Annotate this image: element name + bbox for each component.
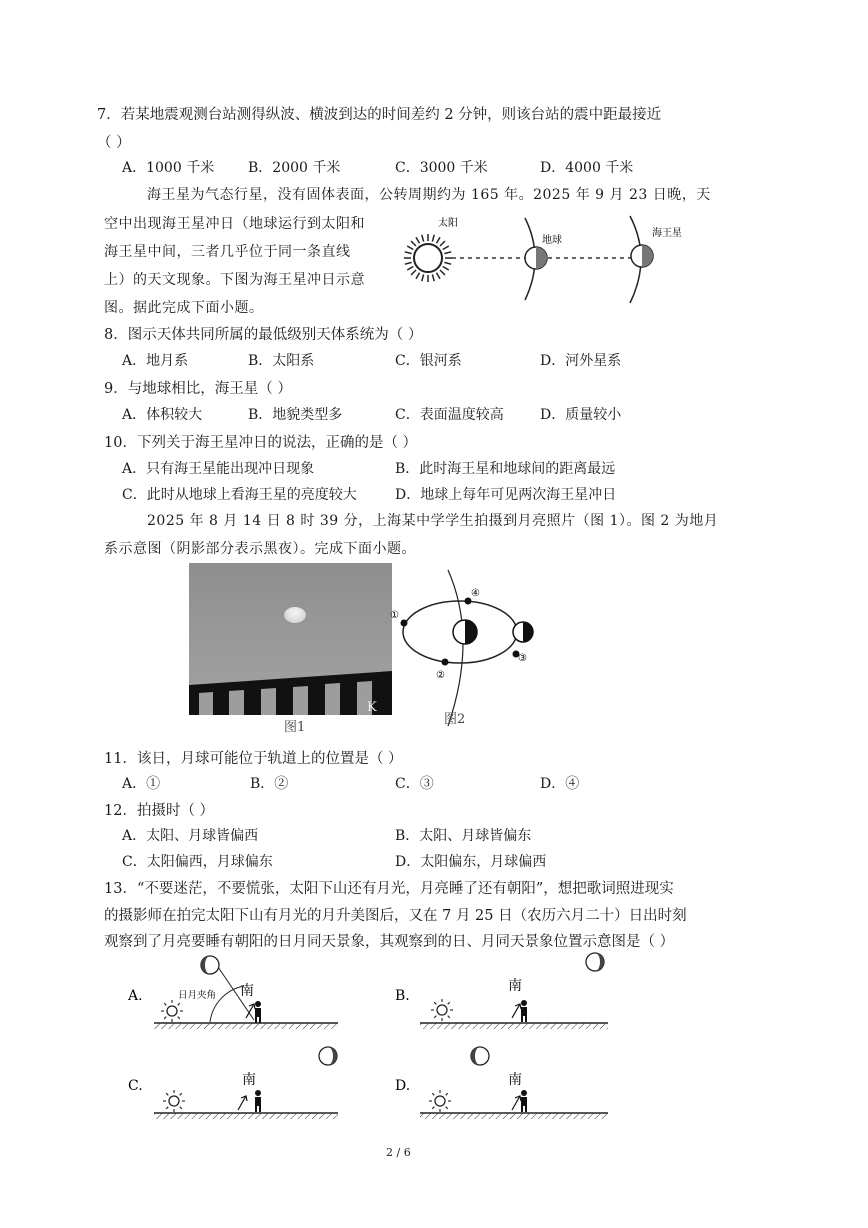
neptune-icon (631, 245, 653, 267)
sun-icon-b (431, 999, 453, 1021)
q12-stem: 12．拍摄时（ ） (104, 803, 215, 819)
sun-icon-a (161, 1000, 183, 1022)
earth-label: 地球 (542, 235, 562, 246)
fig2-caption: 图2 (444, 712, 466, 727)
q11-option-a: A．① (122, 776, 161, 792)
q13-option-d-label: D. (395, 1078, 411, 1094)
q13-line1: 13．“不要迷茫，不要慌张，太阳下山还有月光，月亮睡了还有朝阳”，想把歌词照进现实 (104, 881, 674, 897)
sun-icon-d (429, 1090, 451, 1112)
terminator-line (448, 570, 463, 726)
q11-stem: 11．该日，月球可能位于轨道上的位置是（ ） (104, 751, 403, 767)
q12-option-c: C．太阳偏西，月球偏东 (122, 854, 273, 870)
q12-option-d: D．太阳偏东，月球偏西 (395, 854, 547, 870)
q7-option-c: C．3000 千米 (395, 160, 488, 176)
q7-option-b: B．2000 千米 (248, 160, 341, 176)
sun-label: 太阳 (438, 218, 458, 229)
q13-option-c-label: C. (128, 1078, 143, 1094)
q12-option-b: B．太阳、月球皆偏东 (395, 828, 532, 844)
building-roof (189, 671, 392, 715)
q7-paren: （ ） (97, 135, 131, 151)
q10-option-d: D．地球上每年可见两次海王星冲日 (395, 487, 617, 503)
moon-position-1 (401, 620, 408, 627)
direction-arrow-b (512, 1004, 521, 1018)
person-icon-b (521, 1000, 527, 1022)
moon-icon-a (201, 956, 219, 974)
earth-icon (453, 620, 477, 644)
intro1-line5: 图。据此完成下面小题。 (104, 300, 264, 316)
intro1-line3: 海王星中间，三者几乎位于同一条直线 (104, 244, 351, 260)
moon-icon-c (319, 1047, 337, 1065)
south-label-d: 南 (508, 1072, 522, 1088)
q8-option-a: A．地月系 (122, 353, 189, 369)
moon-phase-icon (513, 622, 533, 642)
neptune-label: 海王星 (652, 228, 682, 239)
direction-arrow-c (238, 1096, 247, 1110)
intro1-line1: 海王星为气态行星，没有固体表面，公转周期约为 165 年。2025 年 9 月 23 日晚，天 (147, 187, 711, 203)
moon-icon-d (471, 1047, 489, 1065)
sun-icon-c (163, 1090, 185, 1112)
q13-line3: 观察到了月亮要睡有朝阳的日月同天景象，其观察到的日、月同天景象位置示意图是（ ） (104, 934, 675, 950)
person-icon-c (255, 1090, 261, 1112)
q8-option-d: D．河外星系 (540, 353, 622, 369)
q9-stem: 9．与地球相比，海王星（ ） (104, 381, 292, 397)
earth-moon-diagram (390, 568, 550, 728)
ground-hatch-d (420, 1113, 608, 1119)
sun-icon (404, 234, 452, 282)
q9-option-d: D．质量较小 (540, 407, 622, 423)
moon-position-2 (442, 659, 449, 666)
south-label-b: 南 (508, 978, 522, 994)
marker-4: ④ (471, 588, 480, 599)
photo-corner-text: K (367, 700, 377, 715)
q10-option-c: C．此时从地球上看海王星的亮度较大 (122, 487, 357, 503)
ground-hatch-b (420, 1023, 608, 1029)
marker-1: ① (390, 610, 399, 621)
neptune-opposition-figure (390, 208, 690, 308)
earth-icon (525, 247, 547, 269)
q7-option-d: D．4000 千米 (540, 160, 634, 176)
q11-option-b: B．② (250, 776, 289, 792)
moon-icon-b (586, 953, 604, 971)
q10-option-b: B．此时海王星和地球间的距离最远 (395, 461, 616, 477)
south-label-a: 南 (240, 983, 254, 999)
person-icon-a (255, 1001, 261, 1023)
direction-arrow-d (512, 1096, 521, 1110)
q8-option-b: B．太阳系 (248, 353, 315, 369)
marker-3: ③ (518, 653, 527, 664)
q9-option-a: A．体积较大 (122, 407, 203, 423)
q7-stem: 7．若某地震观测台站测得纵波、横波到达的时间差约 2 分钟，则该台站的震中距最接近 (97, 107, 662, 123)
q9-option-c: C．表面温度较高 (395, 407, 504, 423)
ground-hatch-a (154, 1023, 338, 1029)
q8-option-c: C．银河系 (395, 353, 462, 369)
q11-option-c: C．③ (395, 776, 434, 792)
marker-2: ② (436, 670, 445, 681)
moon-photo (189, 563, 392, 715)
intro1-line2: 空中出现海王星冲日（地球运行到太阳和 (104, 216, 365, 232)
intro2-line1: 2025 年 8 月 14 日 8 时 39 分，上海某中学学生拍摄到月亮照片（图 1）。图 2 为地月 (147, 513, 719, 529)
q8-stem: 8．图示天体共同所属的最低级别天体系统为（ ） (104, 327, 423, 343)
angle-label-a: 日月夹角 (178, 990, 217, 1001)
q12-option-a: A．太阳、月球皆偏西 (122, 828, 259, 844)
moon-in-photo (284, 607, 306, 623)
q13-option-a-label: A. (128, 988, 143, 1004)
south-label-c: 南 (242, 1072, 256, 1088)
ground-hatch-c (154, 1113, 338, 1119)
q9-option-b: B．地貌类型多 (248, 407, 343, 423)
q10-stem: 10．下列关于海王星冲日的说法，正确的是（ ） (104, 435, 418, 451)
fig1-caption: 图1 (284, 720, 306, 735)
q11-option-d: D．④ (540, 776, 580, 792)
q10-option-a: A．只有海王星能出现冲日现象 (122, 461, 315, 477)
q13-option-figures (120, 950, 640, 1130)
person-icon-d (521, 1090, 527, 1112)
page-number: 2 / 6 (386, 1146, 411, 1159)
intro2-line2: 系示意图（阴影部分表示黑夜）。完成下面小题。 (104, 541, 416, 557)
q7-option-a: A．1000 千米 (122, 160, 215, 176)
q13-option-b-label: B. (395, 988, 410, 1004)
q13-line2: 的摄影师在拍完太阳下山有月光的月升美图后，又在 7 月 25 日（农历六月二十）日出时刻 (104, 908, 687, 924)
intro1-line4: 上）的天文现象。下图为海王星冲日示意 (104, 272, 365, 288)
